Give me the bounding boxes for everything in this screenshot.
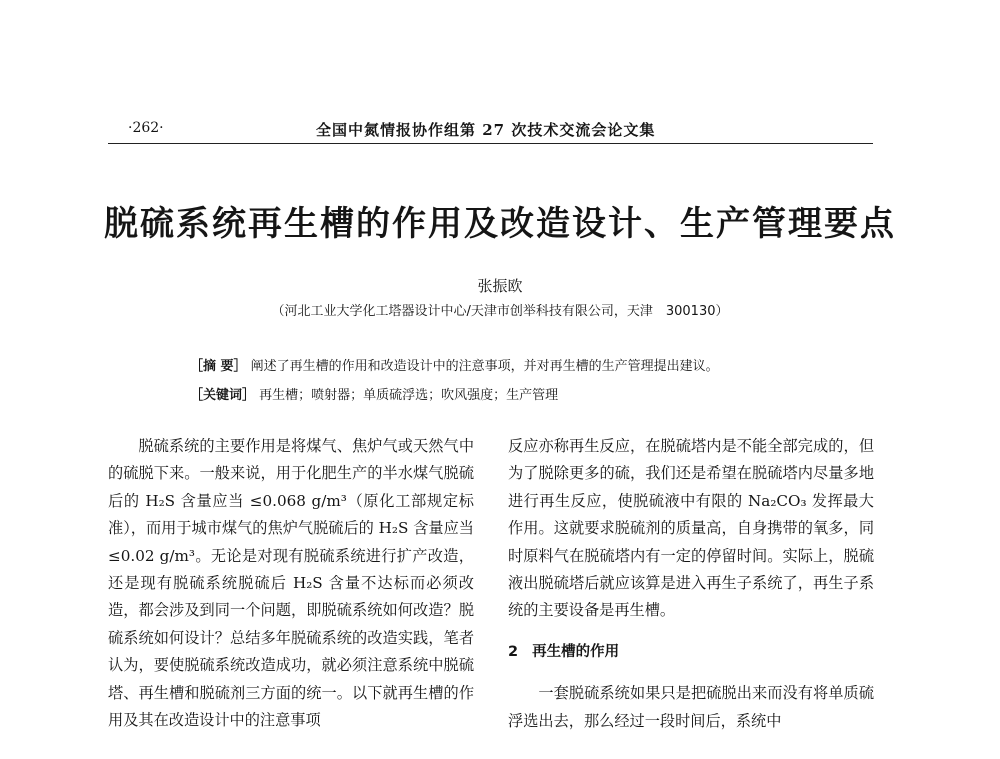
section-paragraph: 一套脱硫系统如果只是把硫脱出来而没有将单质硫浮选出去，那么经过一段时间后，系统中 — [508, 684, 874, 730]
keywords — [190, 384, 558, 403]
continued-paragraph: 反应亦称再生反应，在脱硫塔内是不能全部完成的，但为了脱除更多的硫，我们还是希望在脱硫塔内尽量多地进行再生反应，使脱硫液中有限的 Na₂CO₃ 发挥最大作用。这就要求脱硫剂的质量高，自身携带的氧多，同时原料气在脱硫塔内有一定的停留时间。实际上，脱硫液出脱硫塔后就应该算是进入再生子系统了，再生子系统的主要设备是再生槽。 — [508, 437, 874, 620]
header-rule — [108, 143, 873, 144]
section-number: 2 — [508, 643, 519, 660]
abstract-text: 阐述了再生槽的作用和改造设计中的注意事项，并对再生槽的生产管理提出建议。 — [250, 359, 719, 374]
intro-paragraph: 脱硫系统的主要作用是将煤气、焦炉气或天然气中的硫脱下来。一般来说，用于化肥生产的半水煤气脱硫后的 H₂S 含量应当 ≤0.068 g/m³（原化工部规定标准），而用于城市煤气的焦炉气脱硫后的 H₂S 含量应当 ≤0.02 g/m³。无论是对现有脱硫系统进行扩产改造，还是现有脱硫系统脱硫后 H₂S 含量不达标而必须改造，都会涉及到同一个问题，即脱硫系统如何改造？脱硫系统如何设计？总结多年脱硫系统的改造实践，笔者认为，要使脱硫系统改造成功，就必须注意系统中脱硫塔、再生槽和脱硫剂三方面的统一。以下就再生槽的作用及其在改造设计中的注意事项 — [108, 437, 474, 730]
abstract-label: ［摘 要］ — [190, 359, 247, 374]
page-number: ·262· — [128, 120, 164, 136]
running-title: 全国中氮情报协作组第 27 次技术交流会论文集 — [316, 121, 656, 139]
keywords-label: ［关键词］ — [190, 388, 256, 403]
author-affiliation: （河北工业大学化工塔器设计中心/天津市创举科技有限公司，天津 300130） — [271, 304, 729, 319]
article-title: 脱硫系统再生槽的作用及改造设计、生产管理要点 — [104, 204, 896, 244]
section-title: 再生槽的作用 — [532, 643, 620, 660]
body-left-column — [108, 433, 474, 734]
author-name: 张振欧 — [477, 277, 523, 295]
keywords-text: 再生槽；喷射器；单质硫浮选；吹风强度；生产管理 — [259, 388, 559, 403]
running-header — [108, 118, 873, 142]
body-right-column — [508, 433, 874, 735]
section-heading — [508, 639, 874, 666]
abstract — [190, 355, 719, 374]
